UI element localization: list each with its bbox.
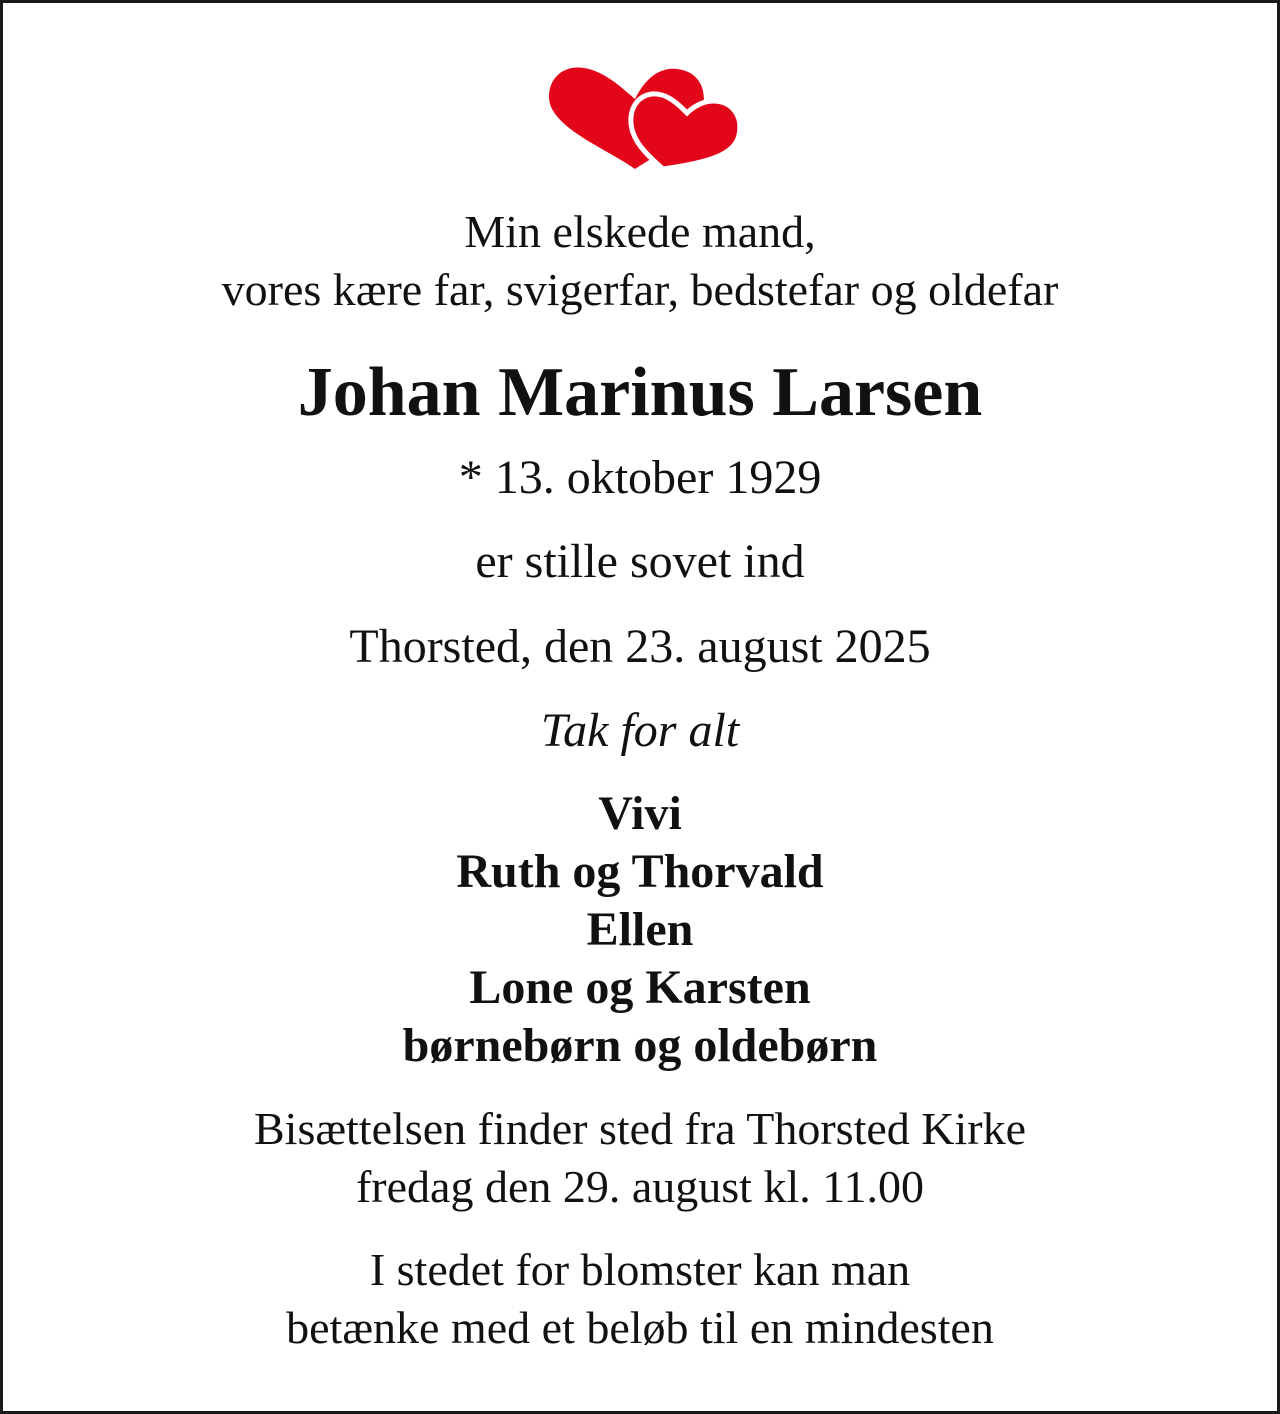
intro-line-1: Min elskede mand, xyxy=(464,206,816,257)
birth-date: * 13. oktober 1929 xyxy=(458,451,822,504)
funeral-line-1: Bisættelsen finder sted fra Thorsted Kirke xyxy=(253,1103,1027,1154)
intro-line-2: vores kære far, svigerfar, bedstefar og oldefar xyxy=(221,264,1059,315)
donation-info xyxy=(3,1241,1277,1357)
two-hearts-icon xyxy=(547,65,743,173)
deceased-name: Johan Marinus Larsen xyxy=(297,354,983,431)
funeral-line-2: fredag den 29. august kl. 11.00 xyxy=(355,1161,925,1212)
mourner-name: Lone og Karsten xyxy=(469,961,811,1014)
mourner-name: Ellen xyxy=(586,903,694,956)
donation-line-1: I stedet for blomster kan man xyxy=(369,1244,911,1295)
funeral-info xyxy=(3,1100,1277,1216)
mourners-list xyxy=(3,785,1277,1075)
thanks-text: Tak for alt xyxy=(540,704,740,757)
place-and-date: Thorsted, den 23. august 2025 xyxy=(349,620,931,673)
intro-text xyxy=(3,203,1277,319)
mourner-name: Vivi xyxy=(598,787,682,840)
donation-line-2: betænke med et beløb til en mindesten xyxy=(286,1302,994,1353)
passed-text: er stille sovet ind xyxy=(475,535,805,588)
mourner-name: Ruth og Thorvald xyxy=(456,845,824,898)
mourner-name: børnebørn og oldebørn xyxy=(402,1019,878,1072)
